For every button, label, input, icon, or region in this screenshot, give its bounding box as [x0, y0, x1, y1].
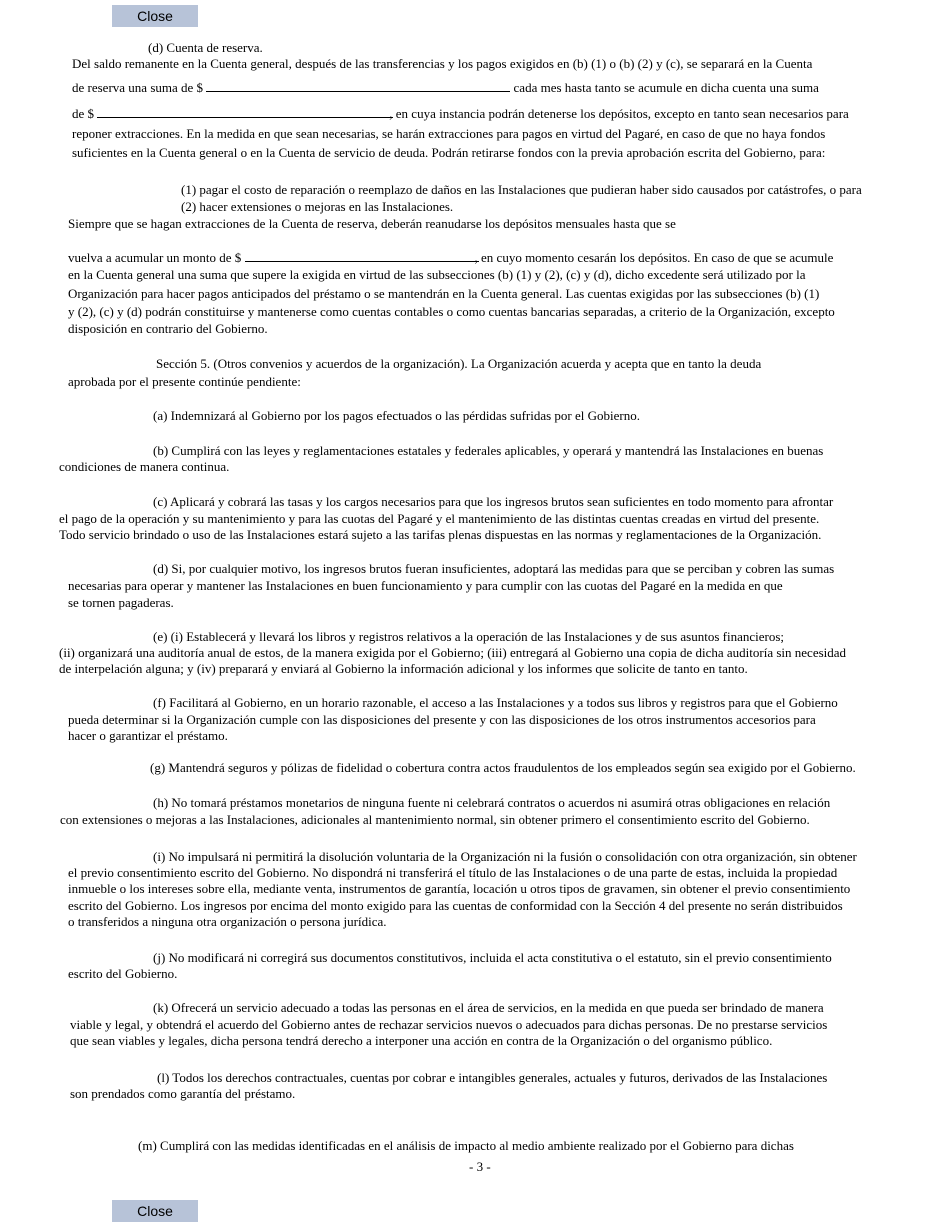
close-button-bottom[interactable]: Close — [112, 1200, 198, 1222]
text-line: (ii) organizará una auditoría anual de estos, de la manera exigida por el Gobierno; (iii) entregará al Gobierno una copia de dicha auditoría sin necesidad — [59, 645, 847, 660]
amount-blank — [206, 80, 510, 92]
text-fragment: , en cuya instancia podrán detenerse los depósitos, excepto en tanto sean necesarios para — [389, 106, 849, 121]
clause-b: (b) Cumplirá con las leyes y reglamentaciones estatales y federales aplicables, y operará y mantendrá las Instalaciones en buenas — [153, 443, 824, 458]
text-fragment: de $ — [72, 106, 95, 121]
text-line: Todo servicio brindado o uso de las Instalaciones estará sujeto a las tarifas plenas dispuestas en las normas y reglamentaciones de la Organización. — [59, 527, 822, 542]
text-line: escrito del Gobierno. Los ingresos por encima del monto exigido para las cuentas de conformidad con la Sección 4 del presente no serán distribuidos — [68, 898, 843, 913]
page-number: - 3 - — [469, 1159, 491, 1174]
text-line: o transferidos a ninguna otra organización o persona jurídica. — [68, 914, 387, 929]
text-line: el previo consentimiento escrito del Gobierno. No dispondrá ni transferirá el título de las Instalaciones o de una parte de estas, incluida la propiedad — [68, 865, 838, 880]
clause-m: (m) Cumplirá con las medidas identificadas en el análisis de impacto al medio ambiente realizado por el Gobierno para dichas — [138, 1138, 794, 1153]
amount-blank — [97, 106, 393, 118]
clause-k: (k) Ofrecerá un servicio adecuado a todas las personas en el área de servicios, en la medida en que pueda ser brindado de manera — [153, 1000, 824, 1015]
text-line: suficientes en la Cuenta general o en la Cuenta de servicio de deuda. Podrán retirarse fondos con la previa aprobación escrita del Gobierno, para: — [72, 145, 826, 160]
text-line: que sean viables y legales, dicha persona tendrá derecho a interponer una acción en contra de la Organización o del organismo público. — [70, 1033, 773, 1048]
text-line: se tornen pagaderas. — [68, 595, 174, 610]
text-line: el pago de la operación y su mantenimiento y para las cuotas del Pagaré y el mantenimiento de las distintas cuentas creadas en virtud del presente. — [59, 511, 820, 526]
clause-d: (d) Si, por cualquier motivo, los ingresos brutos fueran insuficientes, adoptará las medidas para que se perciban y cobren las sumas — [153, 561, 835, 576]
text-line: Organización para hacer pagos anticipados del préstamo o se mantendrán en la Cuenta general. Las cuentas exigidas por las subsecciones (b) (1) — [68, 286, 820, 301]
clause-e: (e) (i) Establecerá y llevará los libros y registros relativos a la operación de las Instalaciones y de sus asuntos financieros; — [153, 629, 785, 644]
section-d-heading: (d) Cuenta de reserva. — [148, 40, 263, 55]
text-fragment: vuelva a acumular un monto de $ — [68, 250, 242, 265]
text-line: disposición en contrario del Gobierno. — [68, 321, 268, 336]
close-button-top[interactable]: Close — [112, 5, 198, 27]
clause-f: (f) Facilitará al Gobierno, en un horario razonable, el acceso a las Instalaciones y a todos sus libros y registros para que el Gobierno — [153, 695, 838, 710]
text-line: Del saldo remanente en la Cuenta general, después de las transferencias y los pagos exigidos en (b) (1) o (b) (2) y (c), se separará en la Cuenta — [72, 56, 813, 71]
text-line: escrito del Gobierno. — [68, 966, 178, 981]
text-line: son prendados como garantía del préstamo. — [70, 1086, 296, 1101]
text-line: pueda determinar si la Organización cumple con las disposiciones del presente y con las disposiciones de los otros instrumentos accesorios para — [68, 712, 816, 727]
clause-h: (h) No tomará préstamos monetarios de ninguna fuente ni celebrará contratos o acuerdos ni asumirá otras obligaciones en relación — [153, 795, 831, 810]
text-fragment: cada mes hasta tanto se acumule en dicha cuenta una suma — [513, 80, 819, 95]
text-line: en la Cuenta general una suma que supere la exigida en virtud de las subsecciones (b) (1) y (2), (c) y (d), dicho excedente será utilizado por la — [68, 267, 806, 282]
text-fragment: , en cuyo momento cesarán los depósitos. En caso de que se acumule — [474, 250, 834, 265]
text-line: condiciones de manera continua. — [59, 459, 230, 474]
clause-a: (a) Indemnizará al Gobierno por los pagos efectuados o las pérdidas sufridas por el Gobierno. — [153, 408, 640, 423]
text-line: y (2), (c) y (d) podrán constituirse y mantenerse como cuentas contables o como cuentas bancarias separadas, a criterio de la Organización, excepto — [68, 304, 835, 319]
amount-blank — [245, 250, 479, 262]
text-line: Siempre que se hagan extracciones de la Cuenta de reserva, deberán reanudarse los depósitos mensuales hasta que se — [68, 216, 676, 231]
text-line: hacer o garantizar el préstamo. — [68, 728, 228, 743]
clause-g: (g) Mantendrá seguros y pólizas de fidelidad o cobertura contra actos fraudulentos de los empleados según sea exigido por el Gobierno. — [150, 760, 856, 775]
text-line — [68, 250, 833, 266]
clause-c: (c) Aplicará y cobrará las tasas y los cargos necesarios para que los ingresos brutos sean suficientes en todo momento para afrontar — [153, 494, 834, 509]
list-item: (1) pagar el costo de reparación o reemplazo de daños en las Instalaciones que pudieran haber sido causados por catástrofes, o para — [181, 182, 862, 197]
text-line: viable y legal, y obtendrá el acuerdo del Gobierno antes de rechazar servicios nuevos o adecuados para dichas personas. De no prestarse servicios — [70, 1017, 828, 1032]
text-line: reponer extracciones. En la medida en que sean necesarias, se harán extracciones para pagos en virtud del Pagaré, en caso de que no haya fondos — [72, 126, 826, 141]
clause-l: (l) Todos los derechos contractuales, cuentas por cobrar e intangibles generales, actuales y futuros, derivados de las Instalaciones — [157, 1070, 828, 1085]
clause-j: (j) No modificará ni corregirá sus documentos constitutivos, incluida el acta constitutiva o el estatuto, sin el previo consentimiento — [153, 950, 832, 965]
text-line — [72, 80, 819, 96]
text-line — [72, 106, 849, 122]
text-line: necesarias para operar y mantener las Instalaciones en buen funcionamiento y para cumplir con las cuotas del Pagaré en la medida en que — [68, 578, 783, 593]
list-item: (2) hacer extensiones o mejoras en las Instalaciones. — [181, 199, 454, 214]
text-line: con extensiones o mejoras a las Instalaciones, adicionales al mantenimiento normal, sin obtener primero el consentimiento escrito del Gobierno. — [60, 812, 810, 827]
clause-i: (i) No impulsará ni permitirá la disolución voluntaria de la Organización ni la fusión o consolidación con otra organización, sin obtener — [153, 849, 857, 864]
text-line: aprobada por el presente continúe pendiente: — [68, 374, 301, 389]
text-line: de interpelación alguna; y (iv) preparará y enviará al Gobierno la información adicional y los informes que solicite de tanto en tanto. — [59, 661, 748, 676]
text-fragment: de reserva una suma de $ — [72, 80, 204, 95]
text-line: inmueble o los intereses sobre ella, mediante venta, instrumentos de garantía, locación u otros tipos de gravamen, sin obtener el previo consentimiento — [68, 881, 851, 896]
section-5-heading: Sección 5. (Otros convenios y acuerdos de la organización). La Organización acuerda y acepta que en tanto la deuda — [156, 356, 762, 371]
